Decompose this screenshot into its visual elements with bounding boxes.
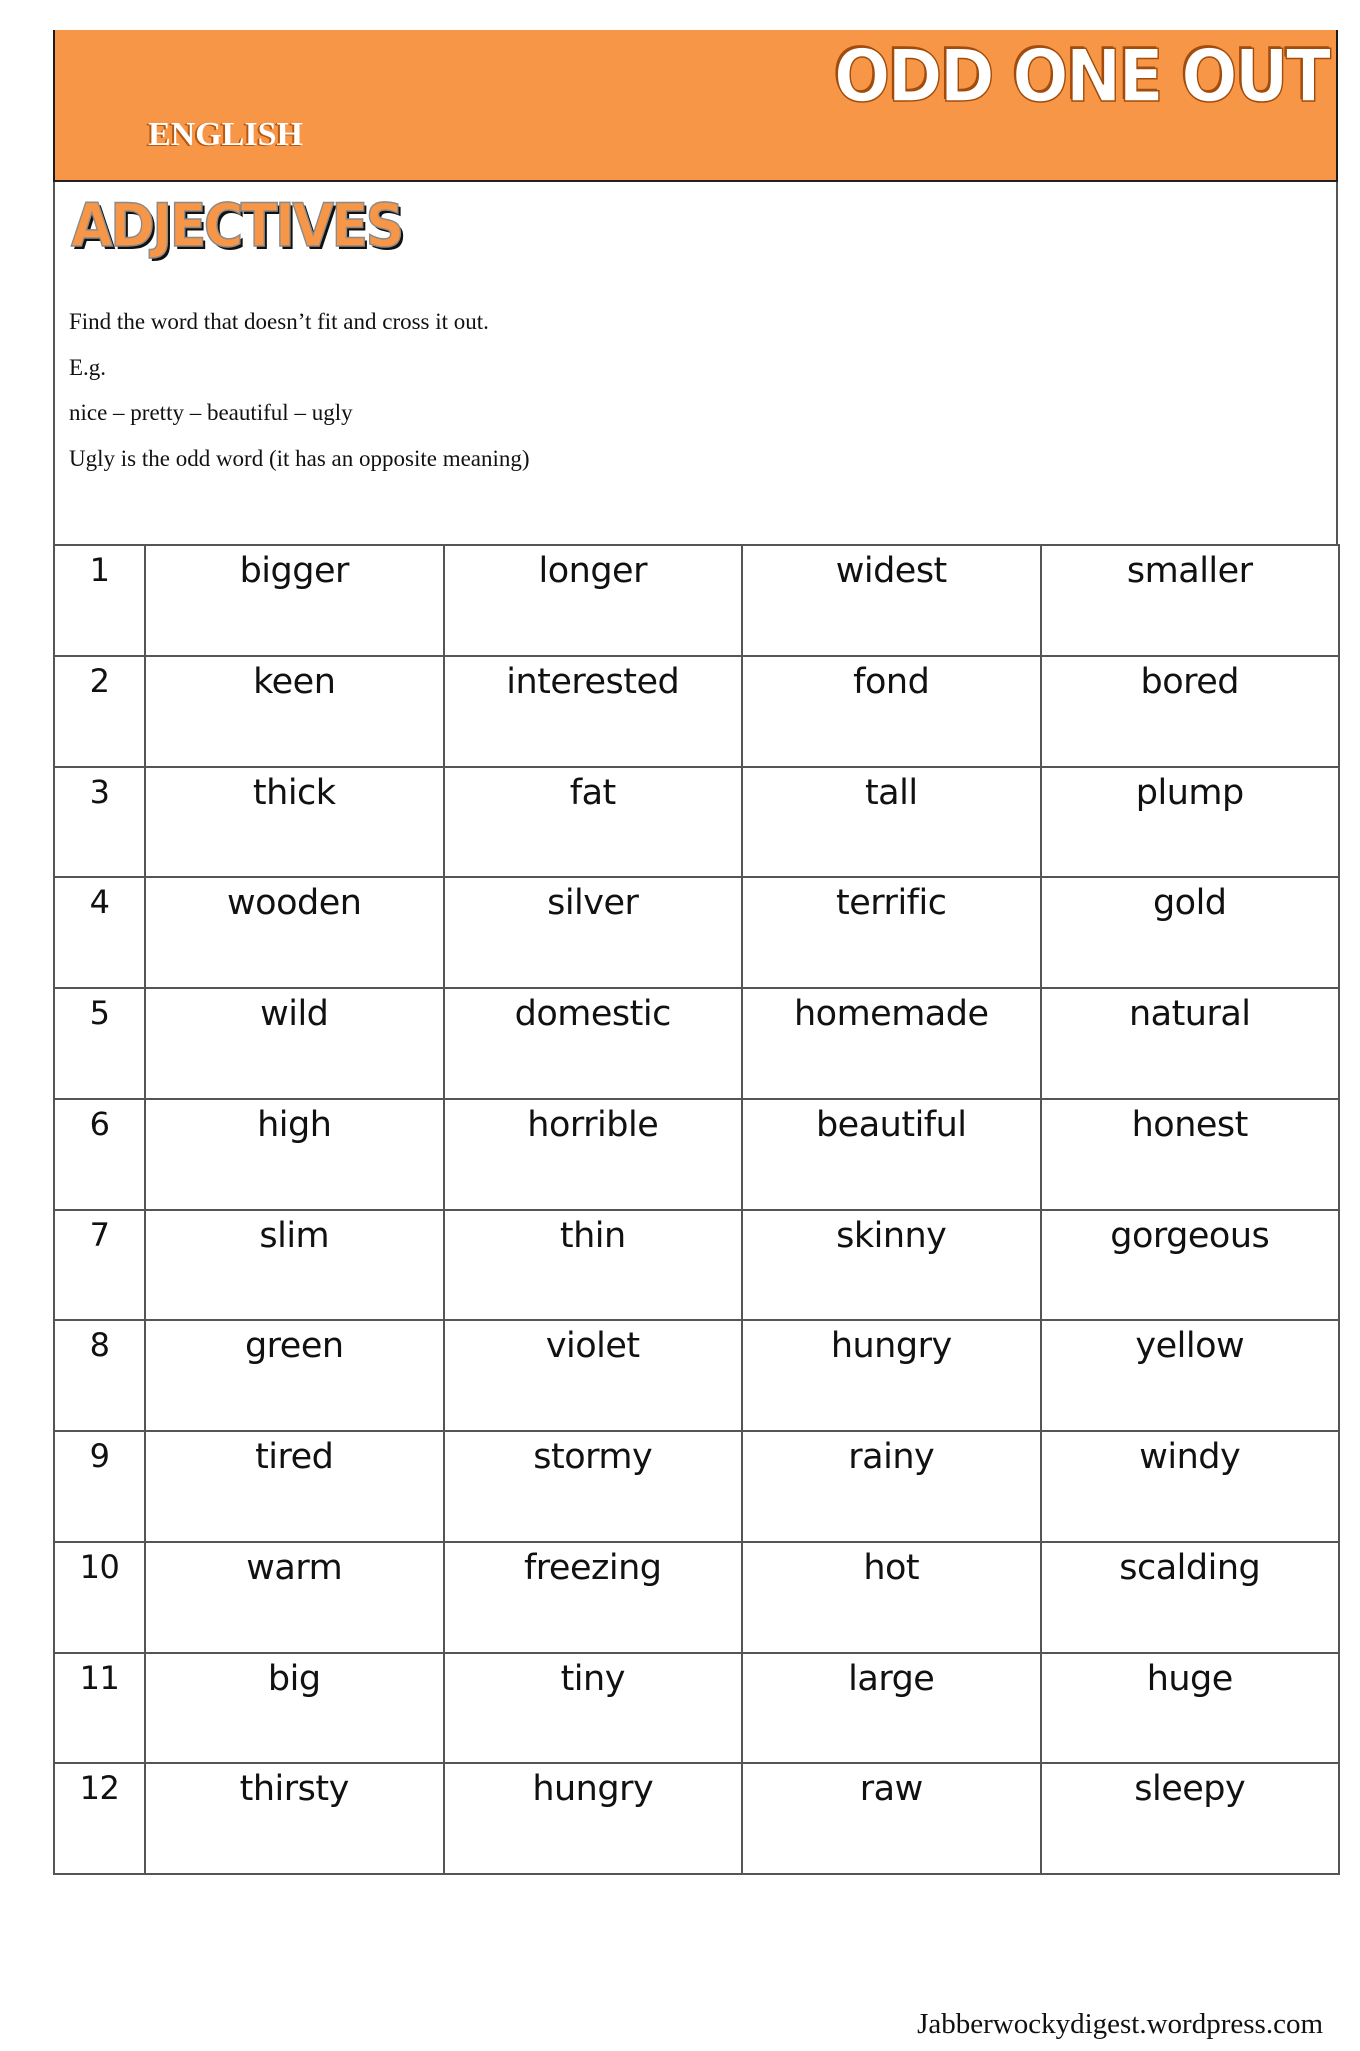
word-cell[interactable]: gold [1041,877,1340,988]
word-cell[interactable]: tiny [444,1653,743,1764]
word-cell[interactable]: yellow [1041,1320,1340,1431]
word-cell[interactable]: beautiful [742,1099,1041,1210]
topic-heading: ADJECTIVES [71,191,402,261]
word-cell[interactable]: gorgeous [1041,1210,1340,1321]
table-row [54,877,1339,988]
row-number: 12 [54,1763,145,1874]
word-cell[interactable]: thin [444,1210,743,1321]
word-cell[interactable]: hot [742,1542,1041,1653]
word-cell[interactable]: big [145,1653,444,1764]
word-cell[interactable]: horrible [444,1099,743,1210]
header-band [53,30,1338,182]
example-words: nice – pretty – beautiful – ugly [69,400,353,425]
worksheet-title: ODD ONE OUT [833,34,1328,118]
table-row [54,1431,1339,1542]
word-cell[interactable]: green [145,1320,444,1431]
row-number: 11 [54,1653,145,1764]
word-cell[interactable]: skinny [742,1210,1041,1321]
table-row [54,1542,1339,1653]
row-number: 6 [54,1099,145,1210]
row-number: 3 [54,767,145,878]
intro-section [53,182,1338,544]
table-row [54,767,1339,878]
word-cell[interactable]: widest [742,545,1041,656]
example-label: E.g. [69,354,107,380]
word-cell[interactable]: freezing [444,1542,743,1653]
word-cell[interactable]: plump [1041,767,1340,878]
word-cell[interactable]: thirsty [145,1763,444,1874]
instructions [69,299,530,481]
table-row [54,1653,1339,1764]
word-cell[interactable]: warm [145,1542,444,1653]
word-cell[interactable]: slim [145,1210,444,1321]
row-number: 7 [54,1210,145,1321]
table-row [54,545,1339,656]
word-cell[interactable]: scalding [1041,1542,1340,1653]
word-cell[interactable]: longer [444,545,743,656]
word-cell[interactable]: interested [444,656,743,767]
footer-site: Jabberwockydigest.wordpress.com [917,2008,1323,2040]
table-row [54,1099,1339,1210]
word-cell[interactable]: bigger [145,545,444,656]
word-cell[interactable]: honest [1041,1099,1340,1210]
word-cell[interactable]: rainy [742,1431,1041,1542]
word-cell[interactable]: natural [1041,988,1340,1099]
table-row [54,1210,1339,1321]
word-cell[interactable]: fond [742,656,1041,767]
row-number: 5 [54,988,145,1099]
word-cell[interactable]: sleepy [1041,1763,1340,1874]
word-cell[interactable]: stormy [444,1431,743,1542]
row-number: 2 [54,656,145,767]
word-cell[interactable]: domestic [444,988,743,1099]
table-row [54,1320,1339,1431]
subject-label: ENGLISH [148,116,303,153]
row-number: 9 [54,1431,145,1542]
word-cell[interactable]: tall [742,767,1041,878]
example-explanation: Ugly is the odd word (it has an opposite meaning) [69,445,530,471]
word-cell[interactable]: bored [1041,656,1340,767]
word-cell[interactable]: hungry [742,1320,1041,1431]
row-number: 8 [54,1320,145,1431]
row-number: 1 [54,545,145,656]
table-row [54,656,1339,767]
table-row [54,988,1339,1099]
word-cell[interactable]: thick [145,767,444,878]
word-cell[interactable]: silver [444,877,743,988]
word-cell[interactable]: large [742,1653,1041,1764]
word-cell[interactable]: keen [145,656,444,767]
word-cell[interactable]: fat [444,767,743,878]
word-cell[interactable]: huge [1041,1653,1340,1764]
word-cell[interactable]: wooden [145,877,444,988]
word-cell[interactable]: wild [145,988,444,1099]
word-cell[interactable]: high [145,1099,444,1210]
word-cell[interactable]: hungry [444,1763,743,1874]
worksheet [53,30,1338,1875]
word-cell[interactable]: windy [1041,1431,1340,1542]
word-cell[interactable]: terrific [742,877,1041,988]
row-number: 4 [54,877,145,988]
word-cell[interactable]: violet [444,1320,743,1431]
word-cell[interactable]: tired [145,1431,444,1542]
word-cell[interactable]: homemade [742,988,1041,1099]
instruction-line: Find the word that doesn’t fit and cross it out. [69,309,489,334]
word-cell[interactable]: smaller [1041,545,1340,656]
row-number: 10 [54,1542,145,1653]
word-cell[interactable]: raw [742,1763,1041,1874]
odd-one-out-table [53,544,1340,1875]
table-row [54,1763,1339,1874]
